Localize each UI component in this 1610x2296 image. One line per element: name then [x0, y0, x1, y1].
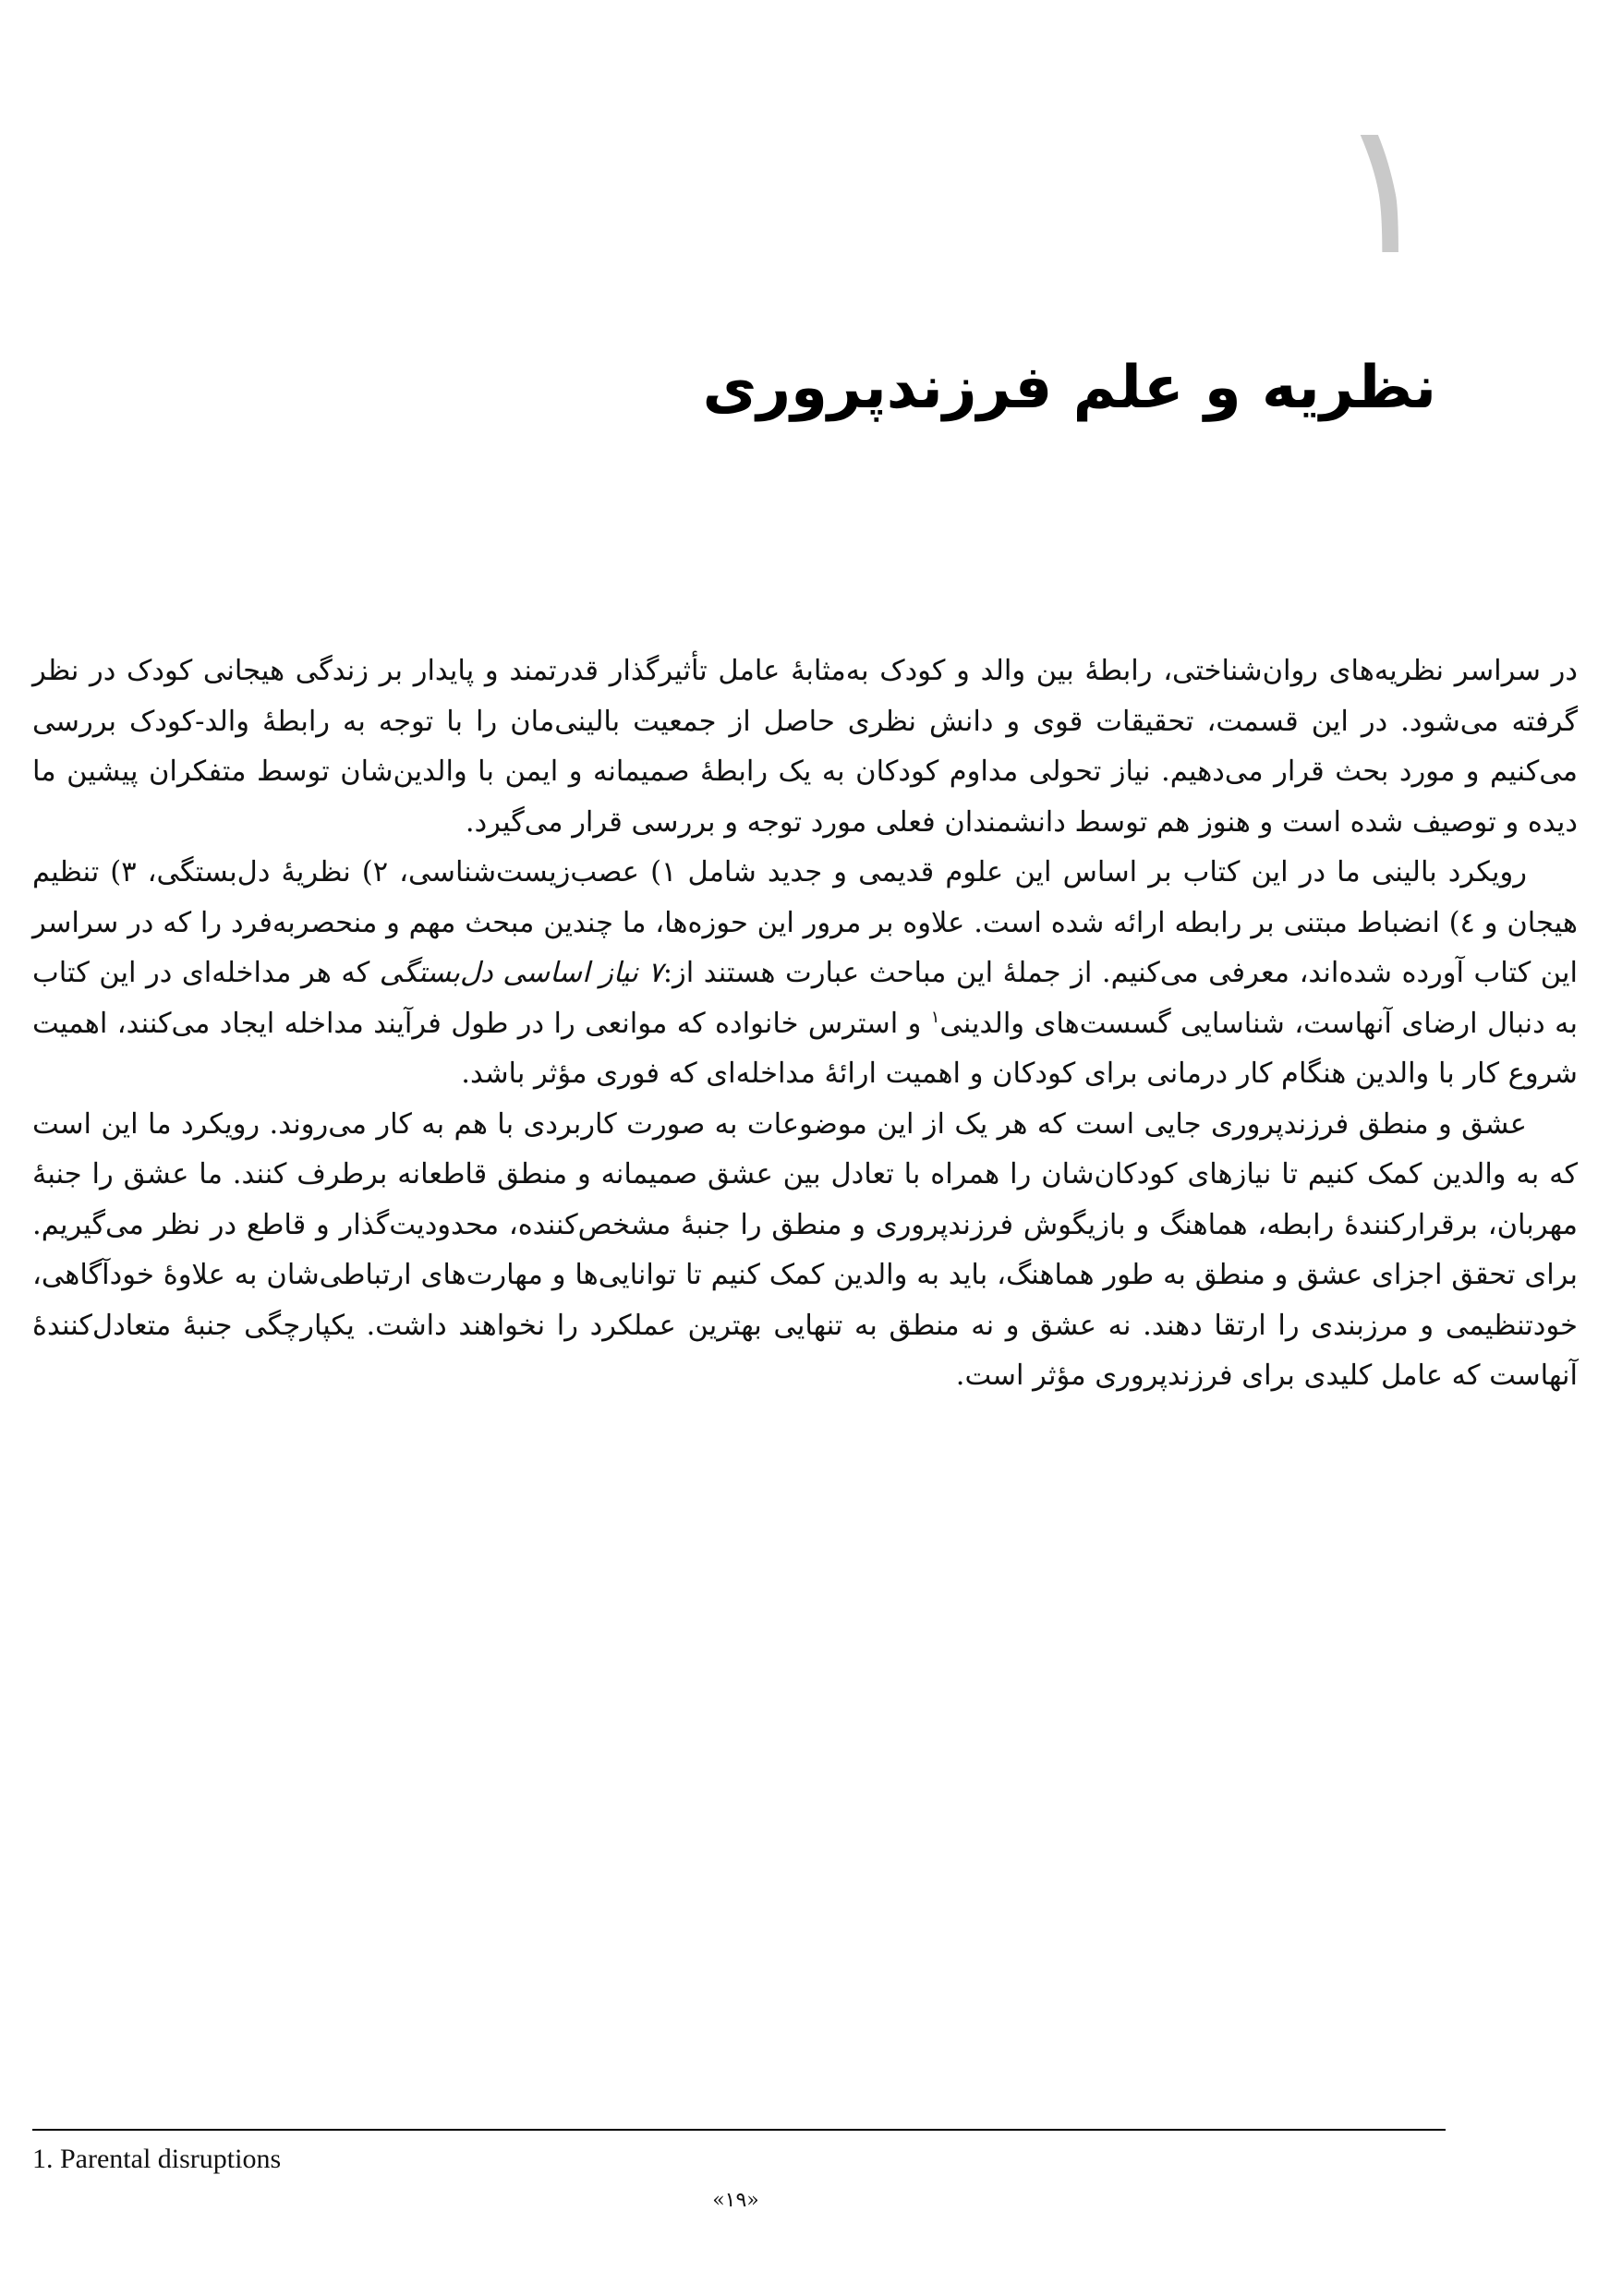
- paragraph-2: [32, 848, 1578, 1100]
- footnote-divider: [32, 2129, 1446, 2131]
- page-number: «۱۹»: [712, 2189, 759, 2212]
- paragraph-2-end: و استرس خانواده که موانعی را در طول فرآیند مداخله ایجاد می‌کنند، اهمیت شروع کار با والدین هنگام کار درمانی برای کودکان و اهمیت ارائهٔ مداخله‌ای که فوری مؤثر باشد.: [32, 1007, 1578, 1090]
- paragraph-2-middle: که هر مداخله‌ای در این کتاب به دنبال ارضای آنهاست، شناسایی گسست‌های والدینی: [32, 957, 1578, 1040]
- chapter-number: ۱: [1335, 81, 1434, 296]
- attachment-needs-phrase: ۷ نیاز اساسی دل‌بستگی: [379, 957, 663, 989]
- paragraph-1: در سراسر نظریه‌های روان‌شناختی، رابطهٔ بین والد و کودک به‌مثابهٔ عامل تأثیرگذار قدرتمند و پایدار بر زندگی هیجانی کودک در نظر گرفته می‌شود. در این قسمت، تحقیقات قوی و دانش نظری حاصل از جمعیت بالینی‌مان را با توجه به رابطهٔ والد-کودک بررسی می‌کنیم و مورد بحث قرار می‌دهیم. نیاز تحولی مداوم کودکان به یک رابطهٔ صمیمانه و ایمن با والدین‌شان توسط متفکران پیشین ما دیده و توصیف شده است و هنوز هم توسط دانشمندان فعلی مورد توجه و بررسی قرار می‌گیرد.: [32, 655, 1578, 839]
- footnote: 1. Parental disruptions: [32, 2144, 282, 2174]
- chapter-title: نظریه و علم فرزندپروری: [702, 354, 1436, 422]
- paragraph-2-start: رویکرد بالینی ما در این کتاب بر اساس این علوم قدیمی و جدید شامل ۱) عصب‌زیست‌شناسی، ۲) نظریهٔ دل‌بستگی، ۳) تنظیم هیجان و ٤) انضباط مبتنی بر رابطه ارائه شده است. علاوه بر مرور این حوزه‌ها، ما چندین مبحث مهم و منحصربه‌فرد را که در سراسر این کتاب آورده شده‌اند، معرفی می‌کنیم. از جملهٔ این مباحث عبارت هستند از:: [32, 856, 1578, 989]
- body-text: [32, 647, 1578, 1402]
- paragraph-3: عشق و منطق فرزندپروری جایی است که هر یک از این موضوعات به صورت کاربردی با هم به کار می‌روند. رویکرد ما این است که به والدین کمک کنیم تا نیازهای کودکان‌شان را همراه با تعادل بین عشق صمیمانه و منطق قاطعانه برطرف کنند. ما عشق را جنبهٔ مهربان، برقرارکنندهٔ رابطه، هماهنگ و بازیگوش فرزندپروری و منطق را جنبهٔ مشخص‌کننده، محدودیت‌گذار و قاطع در نظر می‌گیریم. برای تحقق اجزای عشق و منطق به طور هماهنگ، باید به والدین کمک کنیم تا توانایی‌ها و مهارت‌های ارتباطی‌شان به علاوهٔ خودآگاهی، خودتنظیمی و مرزبندی را ارتقا دهند. نه عشق و نه منطق به تنهایی بهترین عملکرد را نخواهند داشت. یکپارچگی جنبهٔ متعادل‌کنندهٔ آنهاست که عامل کلیدی برای فرزندپروری مؤثر است.: [32, 1107, 1578, 1392]
- footnote-marker: ۱: [930, 1007, 940, 1027]
